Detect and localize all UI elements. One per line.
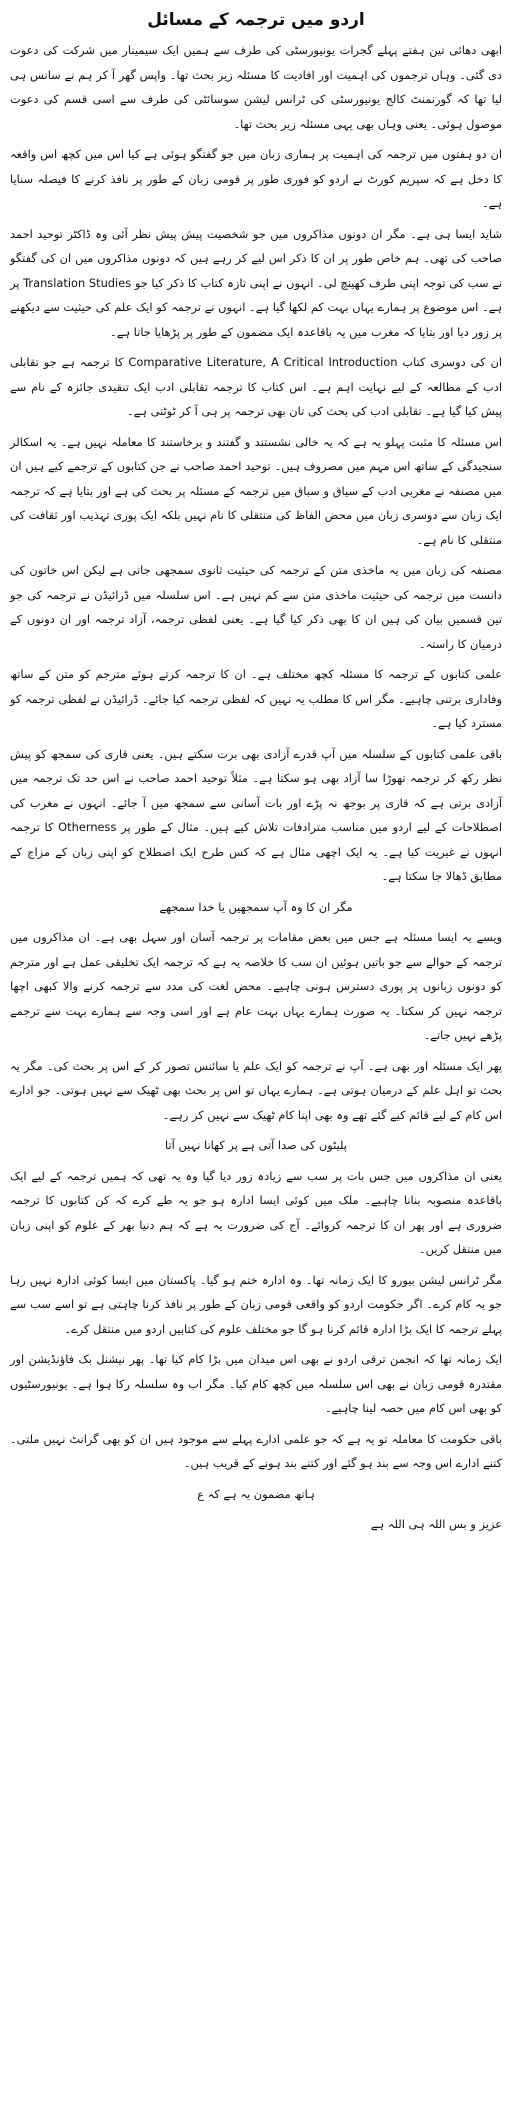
verse-2: پلیٹوں کی صدا آتی ہے پر کھانا نہیں آتا: [165, 1138, 347, 1152]
paragraph-13: ایک زمانہ تھا کہ انجمن ترقی اردو نے بھی اس میدان میں بڑا کام کیا تھا۔ پھر نیشنل بک فاؤنڈیشن اور مقتدرہ قومی زبان نے بھی اس سلسلہ میں کچھ کام کیا۔ مگر اب وہ سلسلہ رکا ہوا ہے۔ یونیورسٹیوں کو بھی اس کام میں حصہ لینا چاہیے۔: [10, 1352, 502, 1415]
paragraph-6: مصنفہ کی زبان میں یہ ماخذی متن کے ترجمہ کی حیثیت ثانوی سمجھی جاتی ہے لیکن اس خاتون کی دانست میں ترجمہ کی حیثیت ماخذی متن سے کم نہیں ہے۔ اس سلسلہ میں ڈرائیڈن نے ترجمہ کی جو تین قسمیں بیان کی ہیں ان کا بھی ذکر کیا گیا ہے۔ یعنی لفظی ترجمہ، آزاد ترجمہ اور ان دونوں کے درمیان کا راستہ۔: [10, 563, 502, 651]
paragraph-7: علمی کتابوں کے ترجمہ کا مسئلہ کچھ مختلف ہے۔ ان کا ترجمہ کرتے ہوئے مترجم کو متن کے ساتھ وفاداری برتنی چاہیے۔ مگر اس کا مطلب یہ نہیں کہ لفظی ترجمہ کیا جائے۔ ڈرائیڈن نے لفظی ترجمہ کو مسترد کیا ہے۔: [10, 667, 502, 730]
paragraph-5: اس مسئلہ کا مثبت پہلو یہ ہے کہ یہ خالی نشستند و گفتند و برخاستند کا معاملہ نہیں ہے۔ یہ اسکالر سنجیدگی کے ساتھ اس مہم میں مصروف ہیں۔ توحید احمد صاحب نے جن کتابوں کے ترجمے کیے ہیں ان میں مصنفہ نے مغربی ادب کے سیاق و سباق میں ترجمہ کے مسئلہ پر بحث کی ہے اور بتایا ہے کہ ترجمہ ایک زبان سے دوسری زبان میں محض الفاظ کی منتقلی کا نام نہیں بلکہ ایک پوری تہذیب اور ثقافت کی منتقلی کا نام ہے۔: [10, 434, 502, 547]
paragraph-3: شاید ایسا ہی ہے۔ مگر ان دونوں مذاکروں میں جو شخصیت پیش پیش نظر آئی وہ ڈاکٹر توحید احمد صاحب کی تھی۔ ہم خاص طور پر ان کا ذکر اس لیے کر رہے ہیں کہ دونوں مذاکروں میں ان کی گفتگو نے سب کی توجہ اپنی طرف کھینچ لی۔ انہوں نے اپنی تازہ کتاب کا ذکر کیا جو Translation Studies پر ہے۔ اس موضوع پر ہمارے یہاں بہت کم لکھا گیا ہے۔ انہوں نے ترجمہ کو ایک علم کی حیثیت سے دیکھنے پر زور دیا اور بتایا کہ مغرب میں یہ باقاعدہ ایک مضمون کے طور پر پڑھایا جاتا ہے۔: [10, 226, 503, 339]
verse-1: مگر ان کا وہ آپ سمجھیں یا خدا سمجھے: [159, 899, 353, 914]
paragraph-11: یعنی ان مذاکروں میں جس بات پر سب سے زیادہ زور دیا گیا وہ یہ تھی کہ ہمیں ترجمہ کے لیے ایک باقاعدہ منصوبہ بنانا چاہیے۔ ملک میں کوئی ایسا ادارہ ہو جو یہ طے کرے کہ کن کتابوں کا ترجمہ ضروری ہے اور پھر ان کا ترجمہ کروائے۔ آج کی ضرورت یہ ہے کہ ہم دنیا بھر کے علوم کو اپنی زبان میں منتقل کریں۔: [10, 1168, 502, 1256]
paragraph-9: ویسے یہ ایسا مسئلہ ہے جس میں بعض مقامات پر ترجمہ آسان اور سہل بھی ہے۔ ان مذاکروں میں ترجمہ کے حوالے سے جو باتیں ہوئیں ان سب کا خلاصہ یہ ہے کہ ترجمہ ایک تخلیقی عمل ہے اور مترجم کو دونوں زبانوں پر پوری دسترس ہونی چاہیے۔ محض لغت کی مدد سے ترجمہ کرنے والا کبھی اچھا ترجمہ نہیں کر سکتا۔ یہ صورت ہمارے یہاں بہت عام ہے اور اسی وجہ سے ہمارے بہت سے ترجمے پڑھے نہیں جاتے۔: [10, 930, 502, 1042]
paragraph-14: باقی حکومت کا معاملہ تو یہ ہے کہ جو علمی ادارے پہلے سے موجود ہیں ان کو بھی گرانٹ نہیں ملتی۔ کتنے ادارے اس وجہ سے بند ہو گئے اور کتنے بند ہونے کے قریب ہیں۔: [10, 1431, 502, 1470]
paragraph-2: ان دو ہفتوں میں ترجمہ کی اہمیت پر ہماری زبان میں جو گفتگو ہوئی ہے کیا اس میں کچھ اس واقعہ کا دخل ہے کہ سپریم کورٹ نے اردو کو فوری طور پر قومی زبان کے طور پر نافذ کرنے کا فیصلہ سنایا ہے۔: [10, 147, 502, 210]
page-title: اردو میں ترجمہ کے مسائل: [147, 10, 365, 30]
author-signature: عزیز و بس اللہ ہی اللہ ہے: [370, 1517, 502, 1531]
paragraph-12: مگر ٹرانس لیشن بیورو کا ایک زمانہ تھا۔ وہ ادارہ ختم ہو گیا۔ پاکستان میں ایسا کوئی ادارہ نہیں رہا جو یہ کام کرے۔ اگر حکومت اردو کو واقعی قومی زبان کے طور پر نافذ کرنا چاہتی ہے تو اسے سب سے پہلے ترجمہ کا ایک بڑا ادارہ قائم کرنا ہو گا جو مختلف علوم کی کتابیں اردو میں منتقل کرے۔: [10, 1272, 502, 1336]
paragraph-4: ان کی دوسری کتاب Comparative Literature, A Critical Introduction کا ترجمہ ہے جو تقابلی ادب کے مطالعہ کے لیے نہایت اہم ہے۔ اس کتاب کا ترجمہ تقابلی ادب ایک تنقیدی جائزہ کے نام سے پیش کیا گیا ہے۔ تقابلی ادب کی بحث کی تان بھی ترجمہ پر ہی آ کر ٹوٹتی ہے۔: [10, 355, 502, 418]
paragraph-10: پھر ایک مسئلہ اور بھی ہے۔ آپ نے ترجمہ کو ایک علم یا سائنس تصور کر کے اس پر بحث کی۔ مگر یہ بحث تو اہل علم کے درمیان ہوتی ہے۔ ہمارے یہاں تو اس پر بحث بھی ٹھیک سے نہیں ہوتی۔ جو ادارے اس کام کے لیے قائم کیے گئے تھے وہ بھی اپنا کام ٹھیک سے نہیں کر رہے۔: [10, 1058, 502, 1122]
verse-3: ہاتھ مضمون یہ ہے کہ ع: [197, 1486, 315, 1501]
article-body: [10, 38, 502, 1537]
paragraph-1: ابھی دھائی تین ہفتے پہلے گجرات یونیورسٹی کی طرف سے ہمیں ایک سیمینار میں شرکت کی دعوت دی گئی۔ وہاں ترجموں کی اہمیت اور افادیت کا مسئلہ زیر بحث تھا۔ واپس گھر آ کر ہم نے سانس ہی لیا تھا کہ گورنمنٹ کالج یونیورسٹی کی ٹرانس لیشن سوسائٹی کی طرف سے اسی قسم کی دعوت موصول ہوئی۔ یعنی وہاں بھی یہی مسئلہ زیر بحث تھا۔: [10, 43, 502, 131]
paragraph-8: باقی علمی کتابوں کے سلسلہ میں آپ قدرے آزادی بھی برت سکتے ہیں۔ یعنی قاری کی سمجھ کو پیش نظر رکھ کر ترجمہ تھوڑا سا آزاد بھی ہو سکتا ہے۔ مثلاً توحید احمد صاحب نے اس حد تک ترجمہ میں آزادی برتی ہے کہ قاری پر بوجھ نہ پڑے اور بات آسانی سے سمجھ میں آ جائے۔ انہوں نے مغرب کی اصطلاحات کے لیے اردو میں مناسب مترادفات تلاش کیے ہیں۔ مثال کے طور پر Otherness کا ترجمہ انہوں نے غیریت کیا ہے۔ یہ ایک اچھی مثال ہے کہ کس طرح ایک اصطلاح کو اپنی زبان کے مزاج کے مطابق ڈھالا جا سکتا ہے۔: [10, 746, 502, 883]
